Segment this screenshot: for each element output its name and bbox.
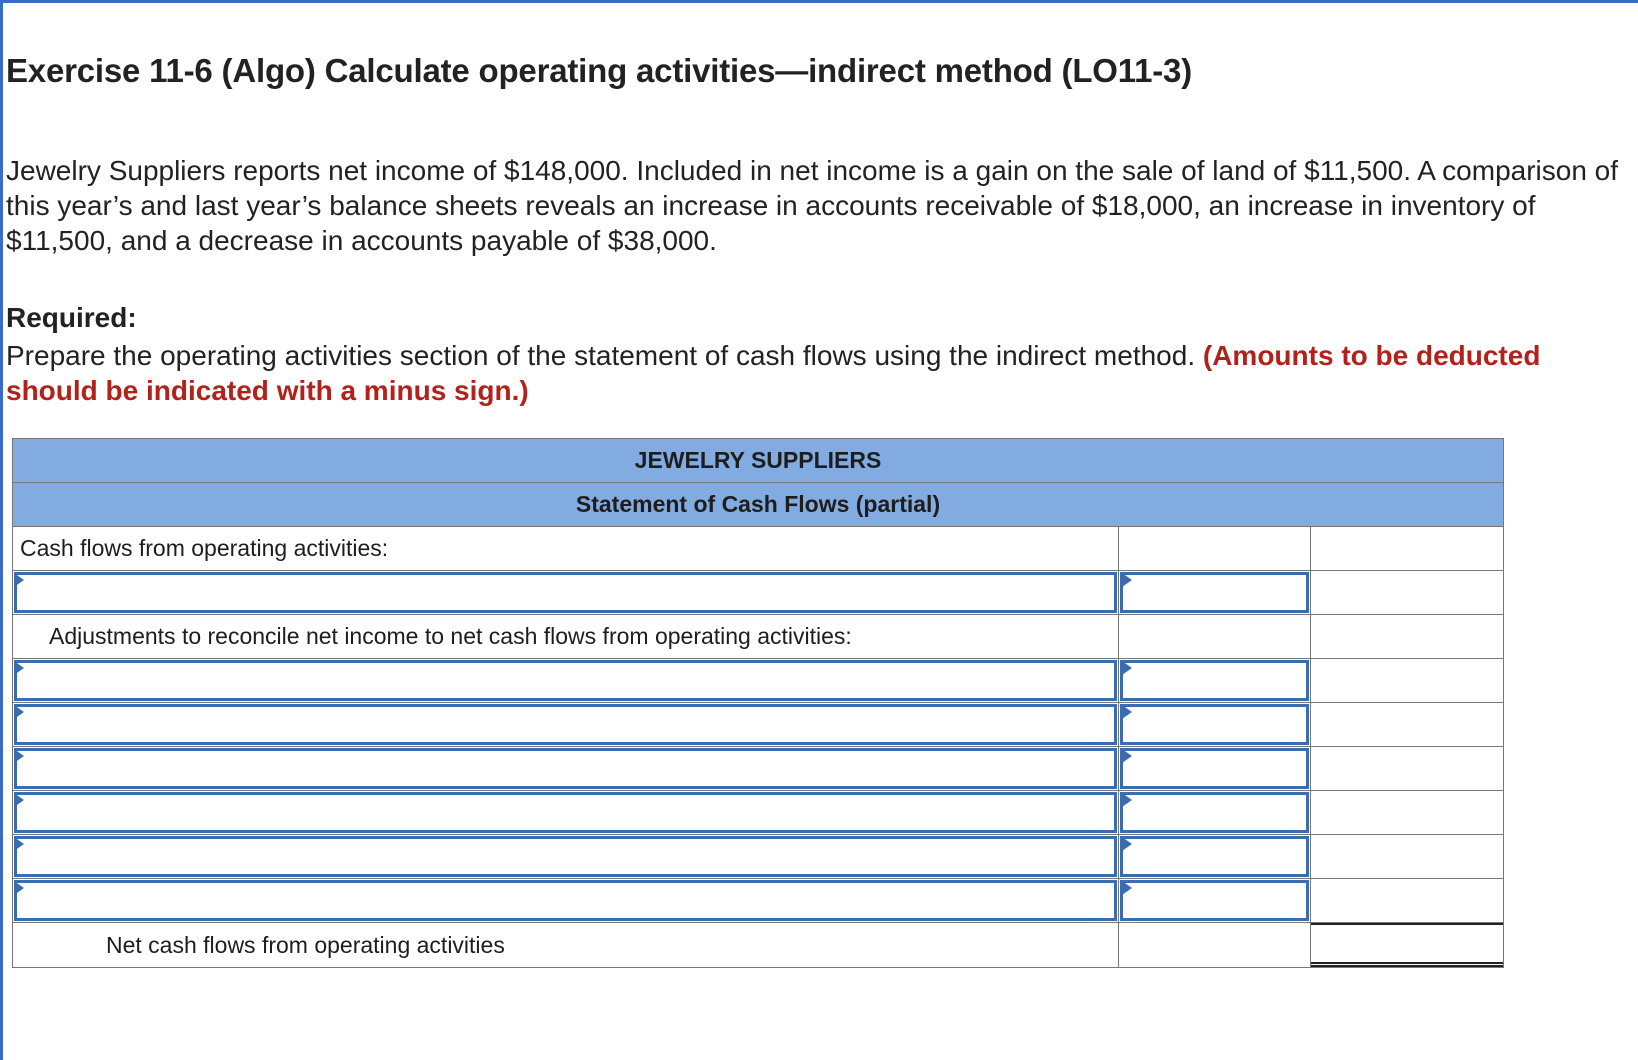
required-heading: Required: <box>6 302 137 333</box>
empty-cell <box>1119 527 1311 570</box>
empty-cell <box>1311 703 1503 746</box>
total-rule <box>1311 923 1503 925</box>
amount-cell <box>1119 791 1311 834</box>
dropdown-caret-icon <box>1122 793 1132 807</box>
empty-cell <box>1311 879 1503 922</box>
amount-input[interactable] <box>1120 880 1309 921</box>
entry-row-adjustment <box>13 835 1503 879</box>
dropdown-caret-icon <box>1122 573 1132 587</box>
dropdown-caret-icon <box>14 573 24 587</box>
label-cell <box>13 791 1119 834</box>
label-cell <box>13 659 1119 702</box>
entry-row-adjustment <box>13 703 1503 747</box>
dropdown-caret-icon <box>14 881 24 895</box>
dropdown-caret-icon <box>1122 705 1132 719</box>
adjustments-label: Adjustments to reconcile net income to net cash flows from operating activities: <box>13 615 1119 658</box>
empty-cell <box>1119 923 1311 967</box>
dropdown-caret-icon <box>14 749 24 763</box>
total-row <box>13 923 1503 967</box>
entry-row-adjustment <box>13 747 1503 791</box>
account-select-input[interactable] <box>14 660 1117 701</box>
empty-cell <box>1311 791 1503 834</box>
label-cell <box>13 835 1119 878</box>
dropdown-caret-icon <box>1122 881 1132 895</box>
dropdown-caret-icon <box>14 705 24 719</box>
double-underline <box>1311 962 1503 967</box>
account-select-input[interactable] <box>14 572 1117 613</box>
amount-cell <box>1119 835 1311 878</box>
label-cell <box>13 747 1119 790</box>
amount-cell <box>1119 571 1311 614</box>
amount-input[interactable] <box>1120 836 1309 877</box>
problem-statement: Jewelry Suppliers reports net income of $148,000. Included in net income is a gain on the sale of land of $11,500. A comparison of this year’s and last year’s balance sheets reveals an increase in accounts receivable of $18,000, an increase in inventory of $11,500, and a decrease in accounts payable of $38,000. <box>6 155 1619 256</box>
cash-flow-statement-table <box>12 438 1504 968</box>
adjustments-label-row <box>13 615 1503 659</box>
dropdown-caret-icon <box>1122 837 1132 851</box>
account-select-input[interactable] <box>14 880 1117 921</box>
entry-row-adjustment <box>13 879 1503 923</box>
empty-cell <box>1119 615 1311 658</box>
amount-cell <box>1119 703 1311 746</box>
dropdown-caret-icon <box>14 837 24 851</box>
entry-row-adjustment <box>13 659 1503 703</box>
empty-cell <box>1311 571 1503 614</box>
entry-row-net-income <box>13 571 1503 615</box>
label-cell <box>13 571 1119 614</box>
amount-input[interactable] <box>1120 660 1309 701</box>
account-select-input[interactable] <box>14 792 1117 833</box>
section-label-row <box>13 527 1503 571</box>
operating-activities-label: Cash flows from operating activities: <box>13 527 1119 570</box>
entry-row-adjustment <box>13 791 1503 835</box>
amount-cell <box>1119 879 1311 922</box>
empty-cell <box>1311 835 1503 878</box>
label-cell <box>13 703 1119 746</box>
amount-cell <box>1119 747 1311 790</box>
net-cash-flows-label: Net cash flows from operating activities <box>13 923 1119 967</box>
exercise-title: Exercise 11-6 (Algo) Calculate operating activities—indirect method (LO11-3) <box>6 52 1192 89</box>
account-select-input[interactable] <box>14 704 1117 745</box>
amount-input[interactable] <box>1120 748 1309 789</box>
required-note: (Amounts to be deducted should be indicated with a minus sign.) <box>6 340 1541 406</box>
total-amount-cell[interactable] <box>1311 923 1503 967</box>
empty-cell <box>1311 615 1503 658</box>
empty-cell <box>1311 527 1503 570</box>
dropdown-caret-icon <box>1122 661 1132 675</box>
dropdown-caret-icon <box>14 661 24 675</box>
amount-input[interactable] <box>1120 572 1309 613</box>
company-name-header: JEWELRY SUPPLIERS <box>13 439 1503 483</box>
required-instructions <box>6 338 1616 408</box>
amount-input[interactable] <box>1120 704 1309 745</box>
empty-cell <box>1311 659 1503 702</box>
dropdown-caret-icon <box>1122 749 1132 763</box>
account-select-input[interactable] <box>14 836 1117 877</box>
empty-cell <box>1311 747 1503 790</box>
amount-cell <box>1119 659 1311 702</box>
amount-input[interactable] <box>1120 792 1309 833</box>
dropdown-caret-icon <box>14 793 24 807</box>
statement-title-header: Statement of Cash Flows (partial) <box>13 483 1503 527</box>
required-text: Prepare the operating activities section of the statement of cash flows using the indirect method. <box>6 340 1196 371</box>
label-cell <box>13 879 1119 922</box>
account-select-input[interactable] <box>14 748 1117 789</box>
